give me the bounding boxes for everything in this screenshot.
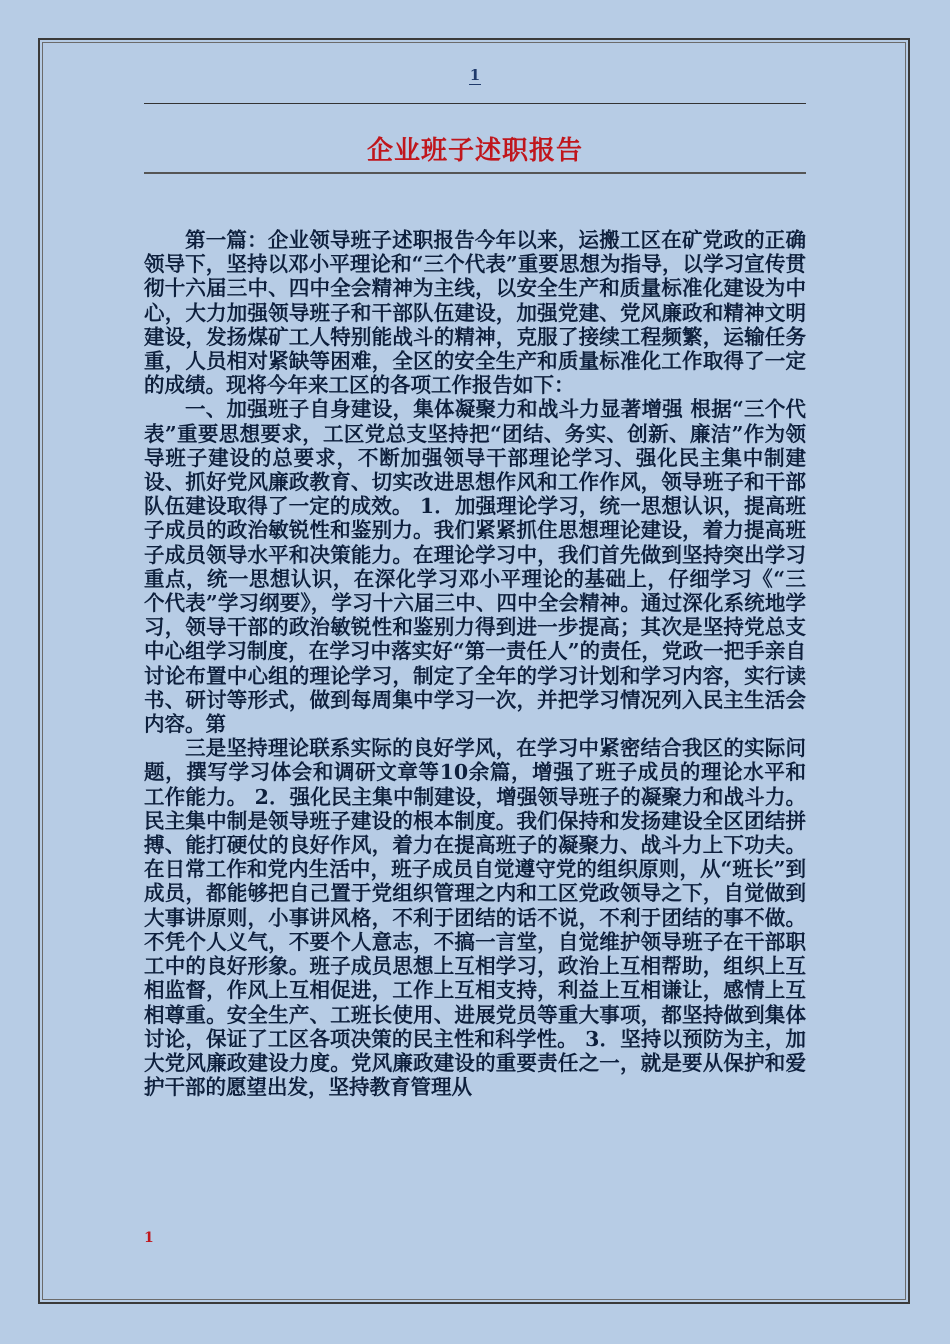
paragraph-1: 第一篇：企业领导班子述职报告今年以来，运搬工区在矿党政的正确领导下，坚持以邓小平理论和“三个代表”重要思想为指导，以学习宣传贯彻十六届三中、四中全会精神为主线，以安全生产和质量标准化建设为中心，大力加强领导班子和干部队伍建设，加强党建、党风廉政和精神文明建设，发扬煤矿工人特别能战斗的精神，克服了接续工程频繁，运输任务重，人员相对紧缺等困难，全区的安全生产和质量标准化工作取得了一定的成绩。现将今年来工区的各项工作报告如下： <box>144 228 806 398</box>
header-page-number-text: 1 <box>469 66 481 84</box>
document-title: 企业班子述职报告 <box>366 136 583 166</box>
title-divider <box>144 172 806 174</box>
paragraph-3: 三是坚持理论联系实际的良好学风，在学习中紧密结合我区的实际问题，撰写学习体会和调研文章等10余篇，增强了班子成员的理论水平和工作能力。 2．强化民主集中制建设，增强领导班子的凝聚力和战斗力。民主集中制是领导班子建设的根本制度。我们保持和发扬建设全区团结拼搏、能打硬仗的良好作风，着力在提高班子的凝聚力、战斗力上下功夫。在日常工作和党内生活中，班子成员自觉遵守党的组织原则，从“班长”到成员，都能够把自己置于党组织管理之内和工区党政领导之下，自觉做到大事讲原则，小事讲风格，不利于团结的话不说，不利于团结的事不做。不凭个人义气，不要个人意志，不搞一言堂，自觉维护领导班子在干部职工中的良好形象。班子成员思想上互相学习，政治上互相帮助，组织上互相监督，作风上互相促进，工作上互相支持，利益上互相谦让，感情上互相尊重。安全生产、工班长使用、进展党员等重大事项，都坚持做到集体讨论，保证了工区各项决策的民主性和科学性。 3．坚持以预防为主，加大党风廉政建设力度。党风廉政建设的重要责任之一，就是要从保护和爱护干部的愿望出发，坚持教育管理从 <box>144 736 806 1100</box>
header-divider <box>144 103 806 104</box>
paragraph-2: 一、加强班子自身建设，集体凝聚力和战斗力显著增强 根据“三个代表”重要思想要求，工区党总支坚持把“团结、务实、创新、廉洁”作为领导班子建设的总要求，不断加强领导干部理论学习、强化民主集中制建设、抓好党风廉政教育、切实改进思想作风和工作作风，领导班子和干部队伍建设取得了一定的成效。 1．加强理论学习，统一思想认识，提高班子成员的政治敏锐性和鉴别力。我们紧紧抓住思想理论建设，着力提高班子成员领导水平和决策能力。在理论学习中，我们首先做到坚持突出学习重点，统一思想认识，在深化学习邓小平理论的基础上，仔细学习《“三个代表”学习纲要》，学习十六届三中、四中全会精神。通过深化系统地学习，领导干部的政治敏锐性和鉴别力得到进一步提高；其次是坚持党总支中心组学习制度，在学习中落实好“第一责任人”的责任，党政一把手亲自讨论布置中心组的理论学习，制定了全年的学习计划和学习内容，实行读书、研讨等形式，做到每周集中学习一次，并把学习情况列入民主生活会内容。第 <box>144 397 806 737</box>
document-body <box>144 228 806 1099</box>
footer-page-number: 1 <box>144 1230 154 1246</box>
header-page-number <box>0 66 950 84</box>
